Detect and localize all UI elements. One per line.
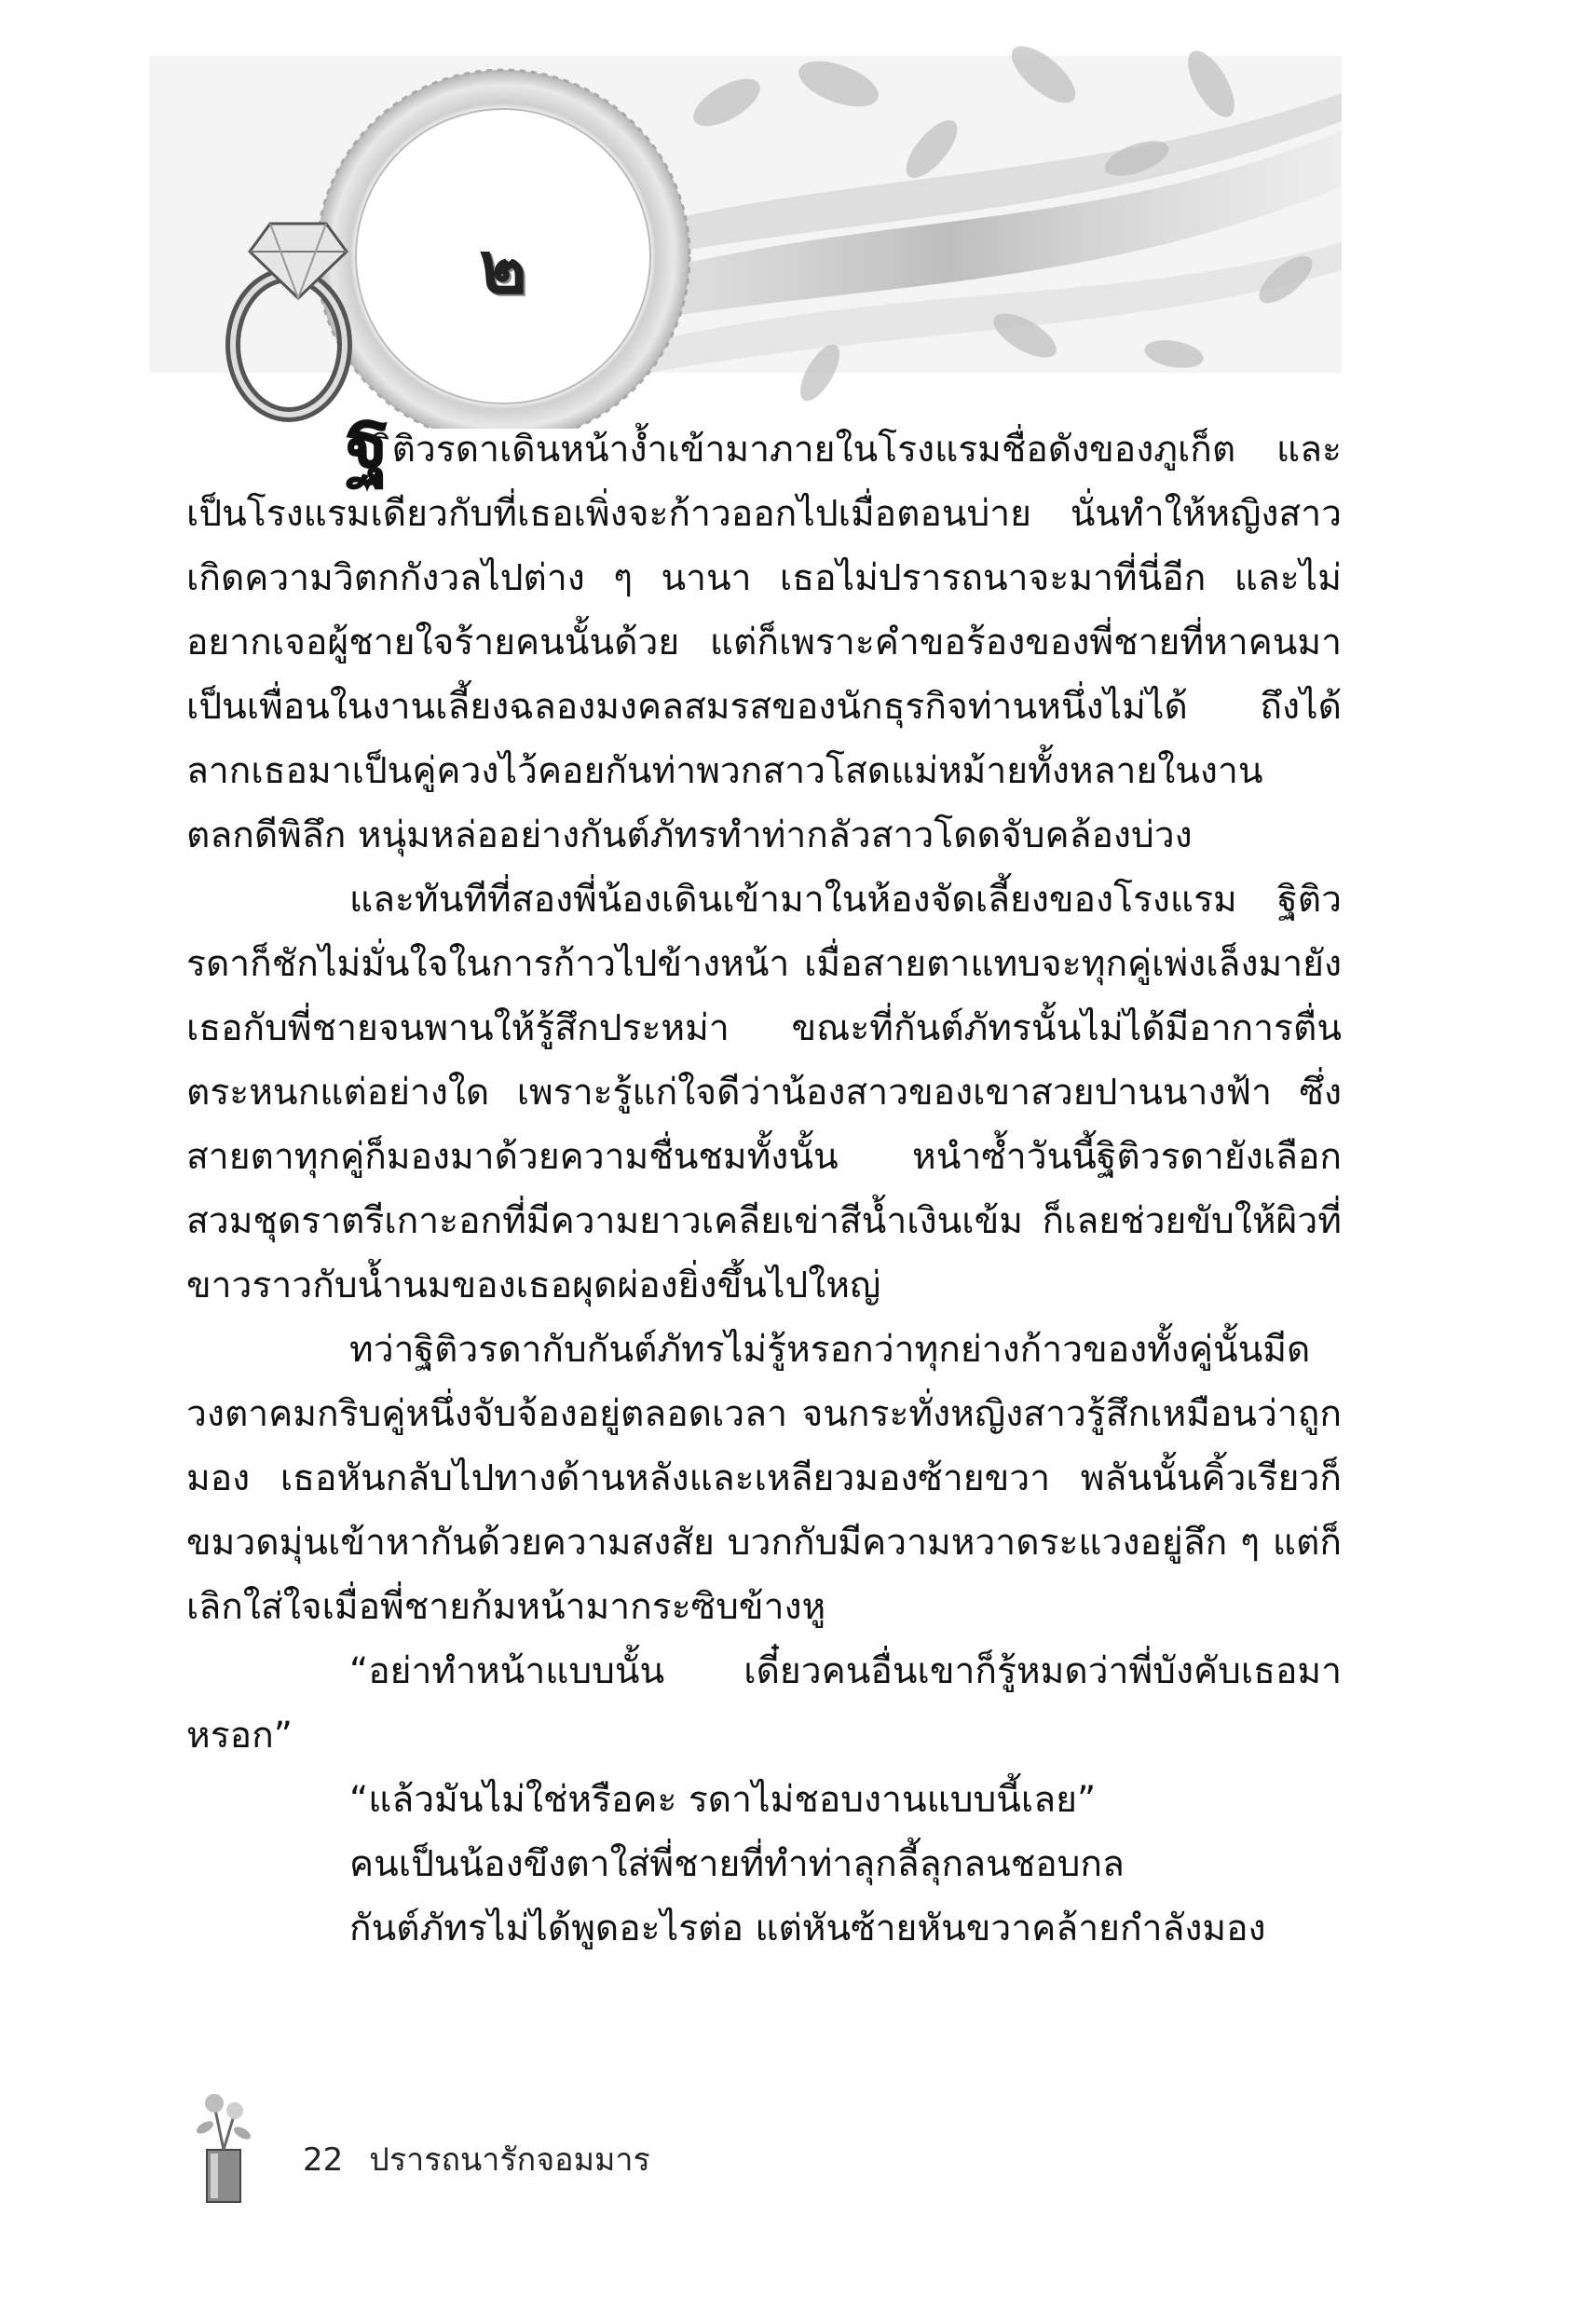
paragraph-text: ิติวรดาเดินหน้างํ้าเข้ามาภายในโรงแรมชื่อดังของภูเก็ต และเป็นโรงแรมเดียวกับที่เธอเพิ่งจะก้าวออกไปเมื่อตอนบ่าย นั่นทำให้หญิงสาวเกิดความวิตกกังวลไปต่าง ๆ นานา เธอไม่ปรารถนาจะมาที่นี่อีก และไม่อยากเจอผู้ชายใจร้ายคนนั้นด้วย แต่ก็เพราะคำขอร้องของพี่ชายที่หาคนมาเป็นเพื่อนในงานเลี้ยงฉลองมงคลสมรสของนักธุรกิจท่านหนึ่งไม่ได้ ถึงได้ลากเธอมาเป็นคู่ควงไว้คอยกันท่าพวกสาวโสดแม่หม้ายทั้งหลายในงาน ตลกดีพิลึก หนุ่มหล่ออย่างกันต์ภัทรทำท่ากลัวสาวโดดจับคล้องบ่วง [186,429,1342,856]
drop-cap: ฐ [345,390,390,486]
dialogue-paragraph: “แล้วมันไม่ใช่หรือคะ รดาไม่ชอบงานแบบนี้เลย” [349,1779,1097,1821]
paragraph: คนเป็นน้องขึงตาใส่พี่ชายที่ทำท่าลุกลี้ลุกลนชอบกล [349,1843,1125,1885]
chapter-header-art [0,0,1596,429]
paragraph [186,390,1342,868]
page-footer [186,2092,839,2204]
page-number: 22 [303,2141,344,2179]
paragraph: ทว่าฐิติวรดากับกันต์ภัทรไม่รู้หรอกว่าทุกย่างก้าวของทั้งคู่นั้นมีดวงตาคมกริบคู่หนึ่งจับจ้องอยู่ตลอดเวลา จนกระทั่งหญิงสาวรู้สึกเหมือนว่าถูกมอง เธอหันกลับไปทางด้านหลังและเหลียวมองซ้ายขวา พลันนั้นคิ้วเรียวก็ขมวดมุ่นเข้าหากันด้วยความสงสัย บวกกับมีความหวาดระแวงอยู่ลึก ๆ แต่ก็เลิกใส่ใจเมื่อพี่ชายก้มหน้ามากระซิบข้างหู [186,1329,1342,1628]
book-title: ปรารถนารักจอมมาร [369,2141,650,2179]
chapter-body [186,390,1342,1961]
flower-vase-icon [186,2092,261,2204]
paragraph: กันต์ภัทรไม่ได้พูดอะไรต่อ แต่หันซ้ายหันขวาคล้ายกำลังมอง [349,1908,1266,1949]
dialogue-paragraph: “อย่าทำหน้าแบบนั้น เดี๋ยวคนอื่นเขาก็รู้หมดว่าพี่บังคับเธอมาหรอก” [186,1650,1342,1757]
paragraph: และทันทีที่สองพี่น้องเดินเข้ามาในห้องจัดเลี้ยงของโรงแรม ฐิติวรดาก็ชักไม่มั่นใจในการก้าวไปข้างหน้า เมื่อสายตาแทบจะทุกคู่เพ่งเล็งมายังเธอกับพี่ชายจนพานให้รู้สึกประหม่า ขณะที่กันต์ภัทรนั้นไม่ได้มีอาการตื่นตระหนกแต่อย่างใด เพราะรู้แก่ใจดีว่าน้องสาวของเขาสวยปานนางฟ้า ซึ่งสายตาทุกคู่ก็มองมาด้วยความชื่นชมทั้งนั้น หนำซ้ำวันนี้ฐิติวรดายังเลือกสวมชุดราตรีเกาะอกที่มีความยาวเคลียเข่าสีน้ำเงินเข้ม ก็เลยช่วยขับให้ผิวที่ขาวราวกับน้ำนมของเธอผุดผ่องยิ่งขึ้นไปใหญ่ [186,879,1342,1306]
chapter-number: ๒ [479,226,527,310]
footer-text [303,2134,650,2184]
